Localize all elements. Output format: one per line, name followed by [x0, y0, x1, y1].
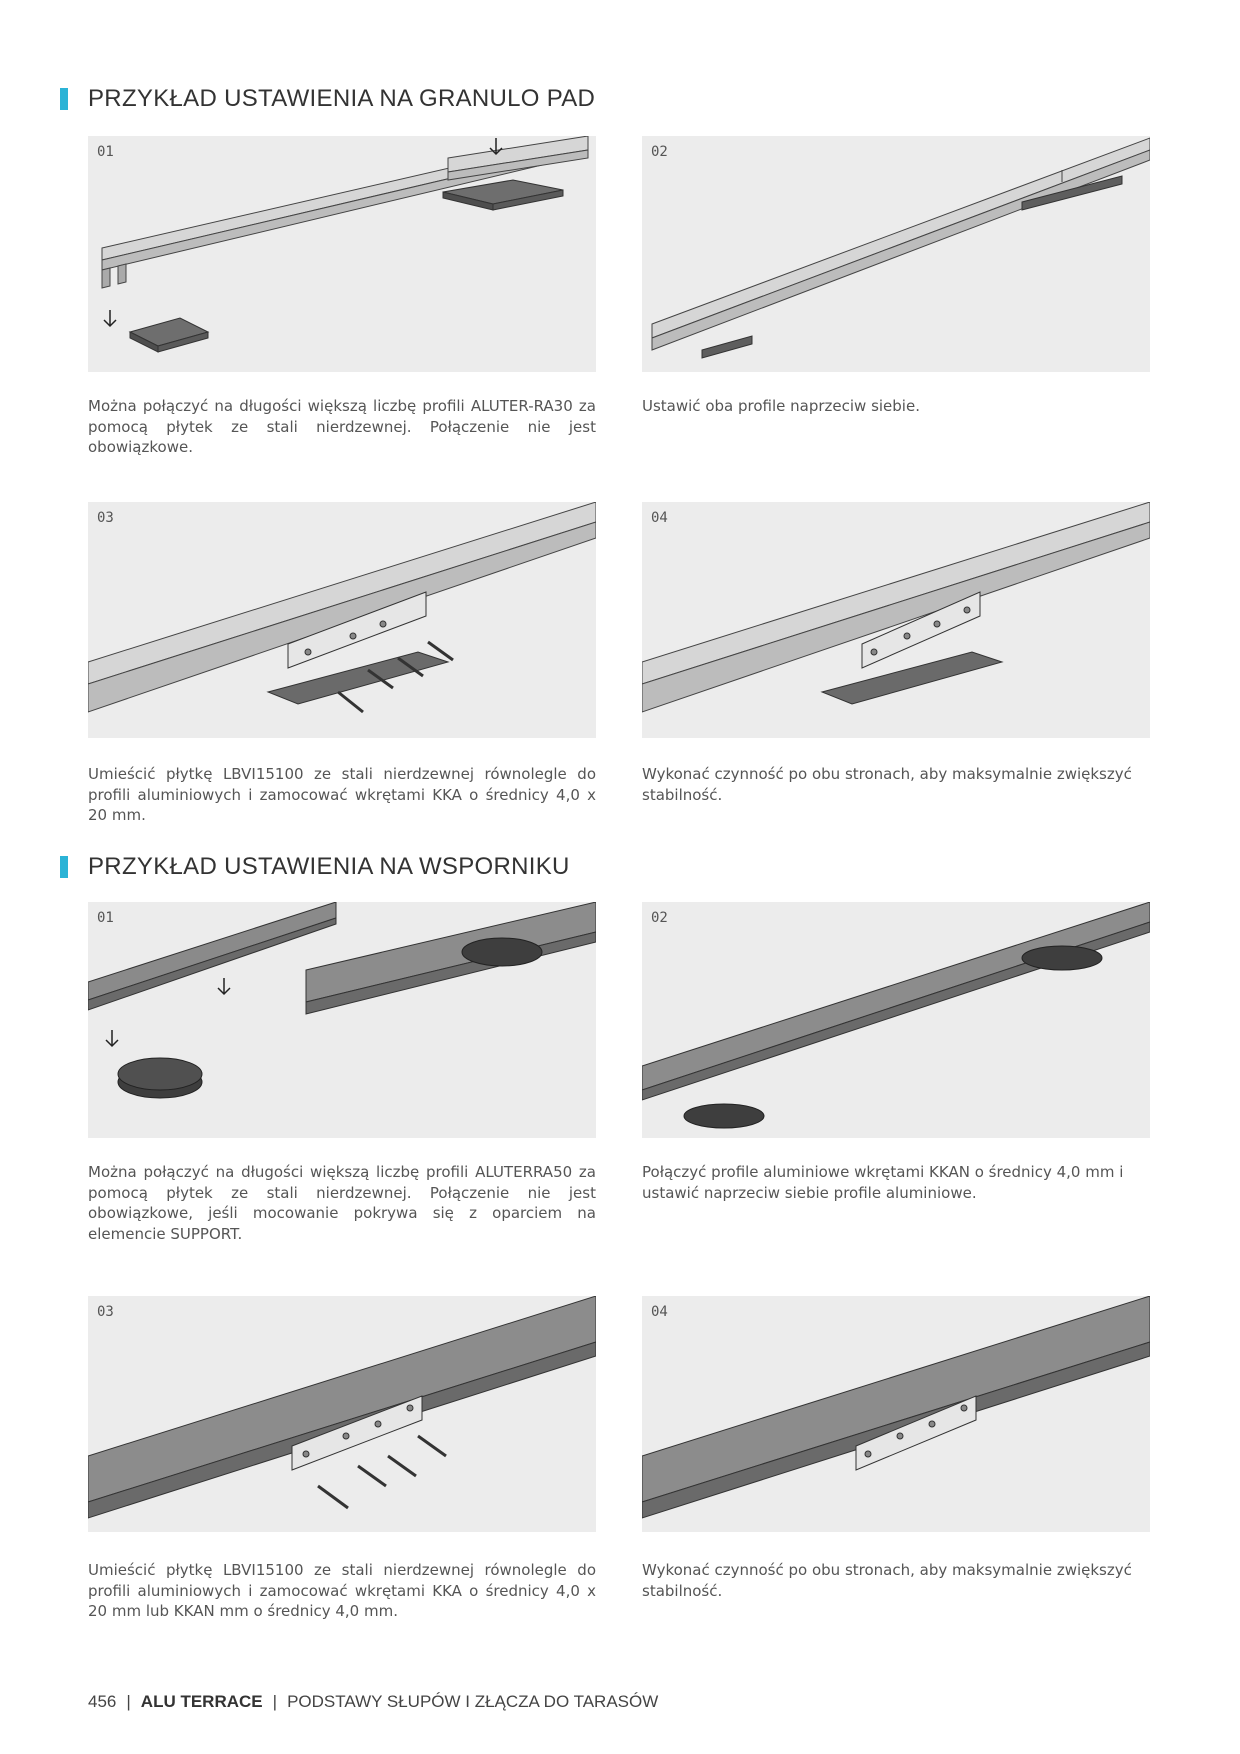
step-caption: Można połączyć na długości większą liczbę profili ALUTER-RA30 za pomocą płytek ze stali nierdzewnej. Połączenie nie jest obowiązkowe.	[88, 397, 596, 456]
illustration-granulo-step-02	[642, 136, 1150, 372]
section-title-granulo-pad	[60, 84, 595, 114]
footer-separator: |	[272, 1692, 278, 1711]
step-number: 01	[97, 144, 114, 160]
plate-screws-illustration	[88, 502, 596, 738]
step-number: 03	[97, 1304, 114, 1320]
section-accent-bar	[60, 88, 68, 110]
section-title-wspornik	[60, 852, 570, 882]
rails-aligned-illustration	[642, 136, 1150, 372]
plate-mounted-illustration	[642, 502, 1150, 738]
step-caption: Ustawić oba profile naprzeciw siebie.	[642, 397, 920, 415]
illustration-support-step-04	[642, 1296, 1150, 1532]
page-number: 456	[88, 1692, 117, 1711]
profiles-and-support-illustration	[88, 902, 596, 1138]
step-caption: Można połączyć na długości większą liczbę profili ALUTERRA50 za pomocą płytek ze stali nierdzewnej. Połączenie nie jest obowiązkowe, jeśli mocowanie pokrywa się z oparciem na elemencie SUPPORT.	[88, 1163, 596, 1243]
illustration-support-step-03	[88, 1296, 596, 1532]
footer-separator: |	[126, 1692, 131, 1711]
step-caption: Umieścić płytkę LBVI15100 ze stali nierdzewnej równolegle do profili aluminiowych i zamocować wkrętami KKA o średnicy 4,0 x 20 mm.	[88, 765, 596, 824]
plate-screws-support-illustration	[88, 1296, 596, 1532]
step-number: 01	[97, 910, 114, 926]
section-heading: PRZYKŁAD USTAWIENIA NA WSPORNIKU	[88, 853, 570, 880]
footer-chapter: PODSTAWY SŁUPÓW I ZŁĄCZA DO TARASÓW	[287, 1692, 659, 1711]
profiles-on-supports-illustration	[642, 902, 1150, 1138]
step-caption: Wykonać czynność po obu stronach, aby maksymalnie zwiększyć stabilność.	[642, 1561, 1132, 1600]
step-caption: Połączyć profile aluminiowe wkrętami KKAN o średnicy 4,0 mm i ustawić naprzeciw siebie profile aluminiowe.	[642, 1163, 1124, 1202]
rail-and-pad-illustration	[88, 136, 596, 372]
section-accent-bar	[60, 856, 68, 878]
section-heading: PRZYKŁAD USTAWIENIA NA GRANULO PAD	[88, 85, 596, 112]
illustration-support-step-02	[642, 902, 1150, 1138]
plate-mounted-support-illustration	[642, 1296, 1150, 1532]
step-number: 04	[651, 1304, 668, 1320]
page-footer	[88, 1690, 658, 1714]
step-caption: Wykonać czynność po obu stronach, aby maksymalnie zwiększyć stabilność.	[642, 765, 1132, 804]
step-number: 02	[651, 144, 668, 160]
illustration-granulo-step-03	[88, 502, 596, 738]
illustration-granulo-step-01	[88, 136, 596, 372]
step-number: 03	[97, 510, 114, 526]
illustration-granulo-step-04	[642, 502, 1150, 738]
step-number: 02	[651, 910, 668, 926]
footer-brand: ALU TERRACE	[140, 1692, 263, 1711]
illustration-support-step-01	[88, 902, 596, 1138]
step-caption: Umieścić płytkę LBVI15100 ze stali nierdzewnej równolegle do profili aluminiowych i zamocować wkrętami KKA o średnicy 4,0 x 20 mm lub KKAN mm o średnicy 4,0 mm.	[88, 1561, 596, 1620]
step-number: 04	[651, 510, 668, 526]
